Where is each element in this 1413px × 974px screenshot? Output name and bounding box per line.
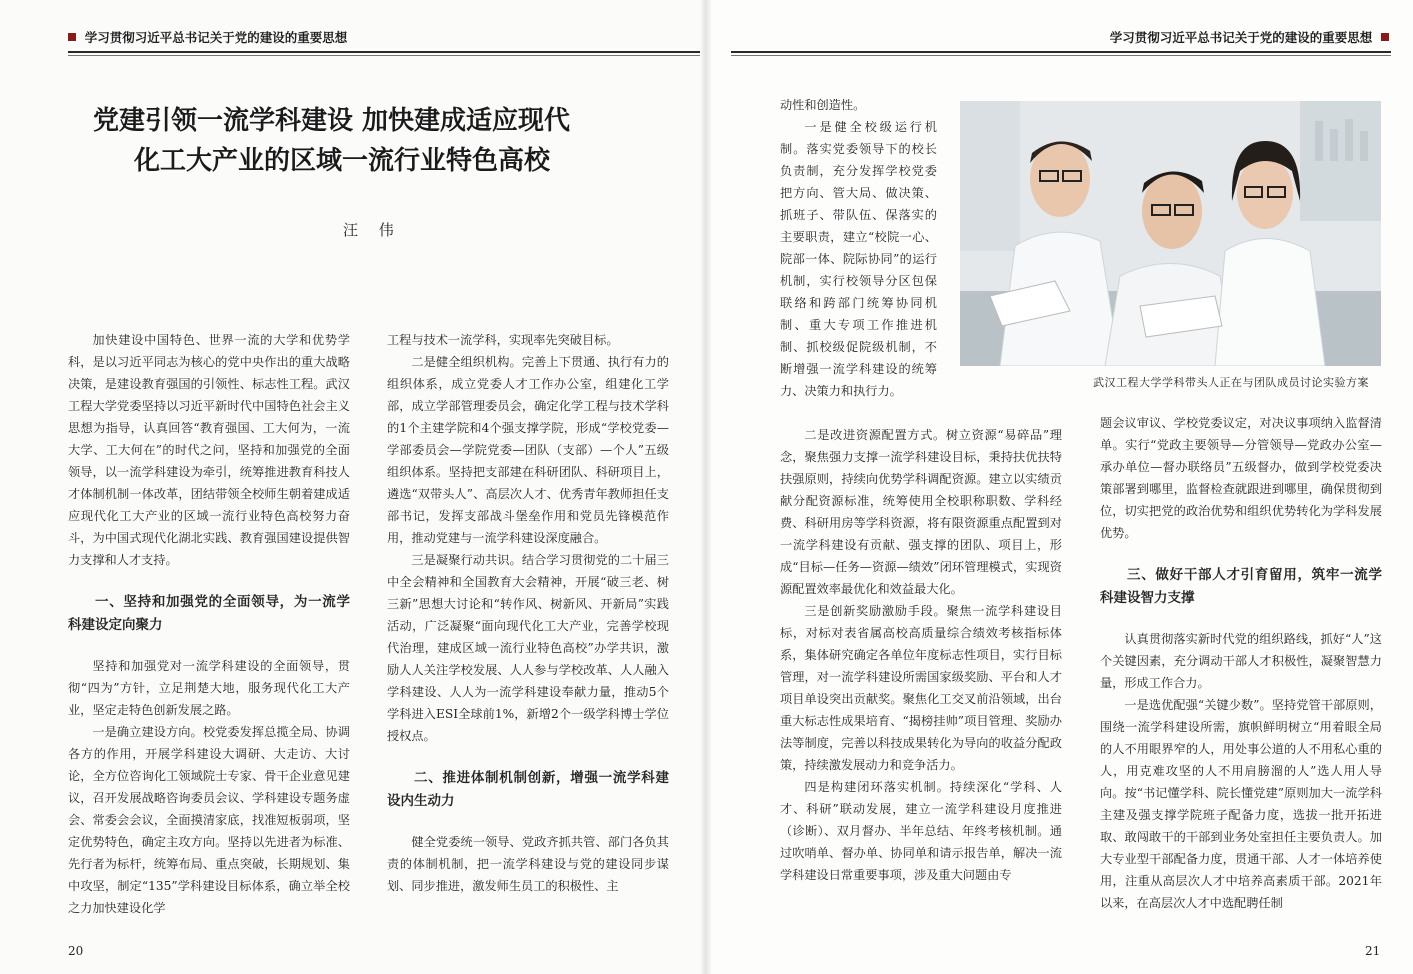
paragraph: 一是选优配强“关键少数”。坚持党管干部原则，围绕一流学科建设所需，旗帜鲜明树立“用着眼全局的人不用眼界窄的人，用处事公道的人不用私心重的人，用克难攻坚的人不用肩膀溜的人”选人用人导向。按“书记懂学科、院长懂党建”原则加大一流学科主建及强支撑学院班子配备力度，选拔一批开拓进取、敢闯敢干的干部到业务处室担任主要负责人。加大专业型干部配备力度，贯通干部、人才一体培养使用，注重从高层次人才中培养高素质干部。2021年以来，在高层次人才中选配聘任制 bbox=[1100, 698, 1382, 910]
title-line-2: 化工大产业的区域一流行业特色高校 bbox=[134, 146, 551, 176]
paragraph: 坚持和加强党对一流学科建设的全面领导，贯彻“四为”方针，立足荆楚大地，服务现代化工大产业，坚定走特色创新发展之路。 bbox=[68, 659, 350, 717]
paragraph: 认真贯彻落实新时代党的组织路线，抓好“人”这个关键因素，充分调动干部人才积极性，凝聚智慧力量，形成工作合力。 bbox=[1100, 632, 1382, 690]
paragraph: 一是确立建设方向。校党委发挥总揽全局、协调各方的作用，开展学科建设大调研、大走访、大讨论，全方位咨询化工领域院士专家、骨干企业意见建议，召开发展战略咨询委员会议、学科建设专题务虚会、常委会会议，全面摸清家底，找准短板弱项，坚定优势特色，确定主攻方向。坚持以先进者为标准、先行者为标杆，统筹布局、重点突破，长期规划、集中攻坚，制定“135”学科建设目标体系，确立举全校之力加快建设化学 bbox=[68, 725, 350, 915]
running-header-text: 学习贯彻习近平总书记关于党的建设的重要思想 bbox=[84, 30, 348, 45]
lab-photo bbox=[960, 101, 1381, 366]
paragraph: 动性和创造性。 bbox=[780, 98, 866, 112]
researchers-photo-illustration bbox=[960, 101, 1381, 366]
book-gutter bbox=[700, 0, 712, 974]
paragraph: 健全党委统一领导、党政齐抓共管、部门各负其责的体制机制，把一流学科建设与党的建设同步谋划、同步推进，激发师生员工的积极性、主 bbox=[387, 835, 669, 893]
paragraph: 二是健全组织机构。完善上下贯通、执行有力的组织体系，成立党委人才工作办公室，组建化工学部，成立学部管理委员会，确定化学工程与技术学科的1个主建学院和4个强支撑学院，形成“学校党委—学部委员会—学院党委—团队（支部）—个人”五级组织体系。坚持把支部建在科研团队、科研项目上，遴选“双带头人”、高层次人才、优秀青年教师担任支部书记，发挥支部战斗堡垒作用和党员先锋模范作用，推动党建与一流学科建设深度融合。 bbox=[387, 355, 669, 545]
header-rule-thin bbox=[731, 55, 1391, 56]
paragraph: 四是构建闭环落实机制。持续深化“学科、人才、科研”联动发展，建立一流学科建设月度推进（诊断）、双月督办、半年总结、年终考核机制。通过吹哨单、督办单、协同单和请示报告单，解决一流学科建设日常重要事项，涉及重大问题由专 bbox=[780, 780, 1062, 882]
paragraph: 二是改进资源配置方式。树立资源“易碎品”理念，聚焦强力支撑一流学科建设目标，秉持扶优扶特扶强原则，持续向优势学科调配资源。建立以实绩贡献分配资源标准，统筹使用全校职称职数、学科经费、科研用房等学科资源，将有限资源重点配置到对一流学科建设有贡献、强支撑的团队、项目上，形成“目标—任务—资源—绩效”闭环管理模式，实现资源配置效率最优化和效益最大化。 bbox=[780, 428, 1062, 596]
paragraph: 三是凝聚行动共识。结合学习贯彻党的二十届三中全会精神和全国教育大会精神，开展“破三老、树三新”思想大讨论和“转作风、树新风、开新局”实践活动，广泛凝聚“面向现代化工大产业，完善学校现代治理，建成区域一流行业特色高校”办学共识，激励人人关注学校发展、人人参与学校改革、人人融入学科建设、人人为一流学科建设奉献力量，推动5个学科进入ESI全球前1%，新增2个一级学科博士学位授权点。 bbox=[387, 553, 669, 743]
paragraph: 工程与技术一流学科，实现率先突破目标。 bbox=[387, 333, 619, 347]
paragraph: 题会议审议、学校党委议定，对决议事项纳入监督清单。实行“党政主要领导—分管领导—党政办公室—承办单位—督办联络员”五级督办，做到学校党委决策部署到哪里，监督检查就跟进到哪里，确保贯彻到位，切实把党的政治优势和组织优势转化为学科发展优势。 bbox=[1100, 416, 1382, 540]
column-3-top bbox=[780, 94, 937, 402]
header-rule bbox=[68, 51, 700, 53]
title-line-1: 党建引领一流学科建设 加快建成适应现代 bbox=[93, 106, 571, 136]
article-title bbox=[80, 101, 660, 181]
column-2 bbox=[387, 329, 669, 897]
header-square-icon bbox=[68, 33, 76, 41]
left-page bbox=[0, 0, 706, 974]
page-number-right: 21 bbox=[1365, 944, 1381, 958]
paragraph: 三是创新奖励激励手段。聚焦一流学科建设目标，对标对表省属高校高质量综合绩效考核指标体系，集体研究确定各单位年度标志性项目，实行目标管理，对一流学科建设所需国家级奖励、平台和人才项目单设突出贡献奖。聚焦化工交叉前沿领域，出台重大标志性成果培育、“揭榜挂帅”项目管理、奖励办法等制度，完善以科技成果转化为导向的收益分配政策，持续激发展动力和竞争活力。 bbox=[780, 604, 1062, 772]
section-heading-3: 三、做好干部人才引育留用，筑牢一流学科建设智力支撑 bbox=[1100, 567, 1382, 606]
column-3-bottom bbox=[780, 424, 1062, 886]
running-header-text: 学习贯彻习近平总书记关于党的建设的重要思想 bbox=[1109, 30, 1373, 45]
author: 汪 伟 bbox=[343, 221, 402, 239]
section-heading-1: 一、坚持和加强党的全面领导，为一流学科建设定向聚力 bbox=[68, 594, 350, 633]
paragraph: 一是健全校级运行机制。落实党委领导下的校长负责制，充分发挥学校党委把方向、管大局、做决策、抓班子、带队伍、保落实的主要职责，建立“校院一心、院部一体、院际协同”的运行机制，实行校领导分区包保联络和跨部门统筹协同机制、重大专项工作推进机制、抓校级促院级机制，不断增强一流学科建设的统筹力、决策力和执行力。 bbox=[780, 120, 937, 398]
column-4 bbox=[1100, 412, 1382, 914]
column-1 bbox=[68, 329, 350, 919]
page-number-left: 20 bbox=[68, 944, 84, 958]
header-rule-thin bbox=[68, 55, 700, 56]
section-heading-2: 二、推进体制机制创新，增强一流学科建设内生动力 bbox=[387, 770, 669, 809]
intro-paragraph: 加快建设中国特色、世界一流的大学和优势学科，是以习近平同志为核心的党中央作出的重大战略决策，是建设教育强国的引领性、标志性工程。武汉工程大学党委坚持以习近平新时代中国特色社会主义思想为指导，认真回答“教育强国、工大何为，一流大学、工大何在”的时代之问，坚持和加强党的全面领导，以一流学科建设为牵引，统筹推进教育科技人才体制机制一体改革，团结带领全校师生朝着建成适应现代化工大产业的区域一流行业特色高校努力奋斗，为中国式现代化湖北实践、教育强国建设提供智力支撑和人才支持。 bbox=[68, 333, 350, 567]
running-header-right bbox=[1110, 28, 1389, 46]
running-header-left bbox=[68, 28, 347, 46]
photo-caption: 武汉工程大学学科带头人正在与团队成员讨论实验方案 bbox=[1093, 376, 1369, 389]
header-square-icon bbox=[1381, 33, 1389, 41]
header-rule bbox=[731, 51, 1391, 53]
